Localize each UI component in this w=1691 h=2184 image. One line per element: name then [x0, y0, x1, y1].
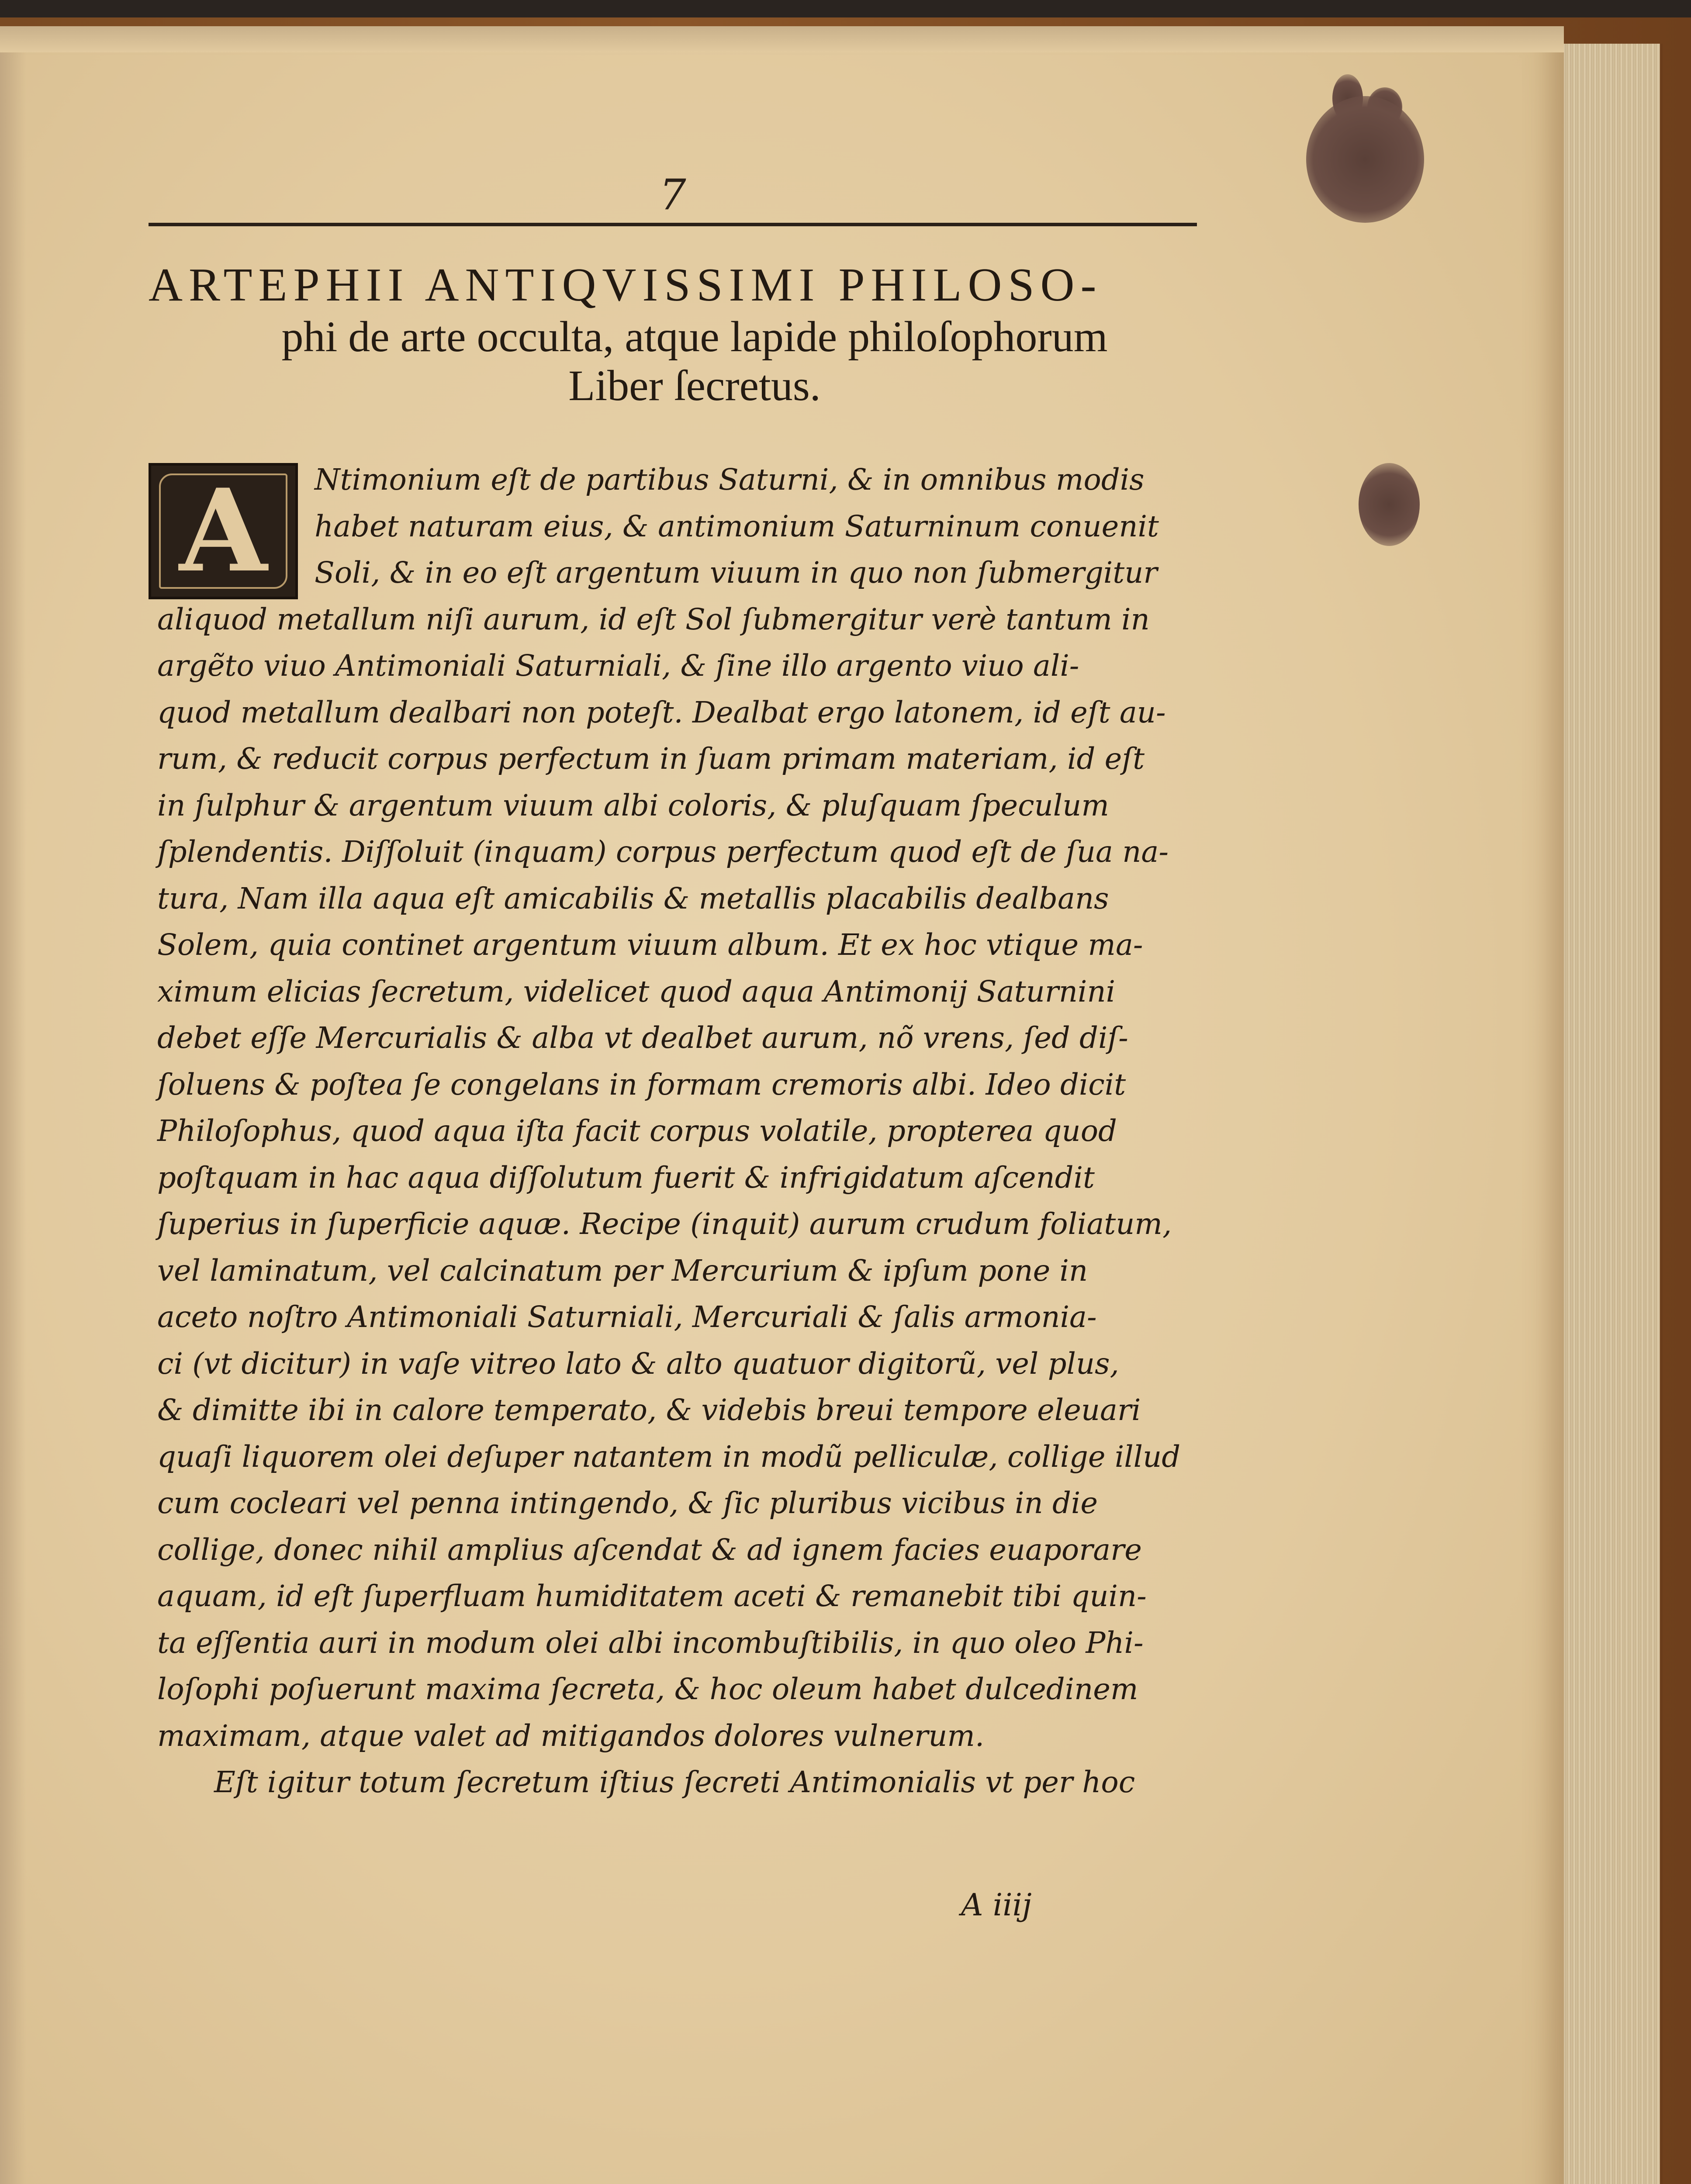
page-top-edge [0, 26, 1564, 52]
ink-stain [1359, 463, 1420, 546]
text-line: ſplendentis. Diſſoluit (inquam) corpus perfectum quod eſt de ſua na- [157, 835, 1169, 869]
text-line: tura, Nam illa aqua eſt amicabilis & metallis placabilis dealbans [157, 881, 1109, 916]
text-line: Solem, quia continet argentum viuum album. Et ex hoc vtique ma- [157, 928, 1143, 962]
text-line: Eſt igitur totum ſecretum iſtius ſecreti Antimonialis vt per hoc [214, 1765, 1135, 1799]
chapter-title [149, 258, 1241, 410]
text-line: ta eſſentia auri in modum olei albi incombuſtibilis, in quo oleo Phi- [157, 1625, 1144, 1660]
text-line: Soli, & in eo eſt argentum viuum in quo non ſubmergitur [315, 556, 1158, 590]
text-line: collige, donec nihil amplius aſcendat & ad ignem facies euaporare [157, 1532, 1142, 1567]
drop-cap-letter: A [179, 464, 267, 598]
text-line: habet naturam eius, & antimonium Saturninum conuenit [315, 509, 1159, 543]
text-line: aliquod metallum niſi aurum, id eſt Sol ſubmergitur verè tantum in [157, 602, 1150, 636]
signature-mark: A iiij [961, 1887, 1032, 1923]
text-line: vel laminatum, vel calcinatum per Mercurium & ipſum pone in [157, 1253, 1088, 1288]
text-line: aquam, id eſt ſuperfluam humiditatem aceti & remanebit tibi quin- [157, 1579, 1147, 1613]
text-line: rum, & reducit corpus perfectum in ſuam primam materiam, id eſt [157, 742, 1145, 776]
text-line: aceto noſtro Antimoniali Saturniali, Mercuriali & ſalis armonia- [157, 1300, 1097, 1334]
body-text [157, 456, 1236, 1806]
title-line-2: phi de arte occulta, atque lapide philoſophorum [281, 312, 1108, 361]
text-line: ſoluens & poſtea ſe congelans in formam cremoris albi. Ideo dicit [157, 1067, 1126, 1102]
text-line: debet eſſe Mercurialis & alba vt dealbet aurum, nõ vrens, ſed diſ- [157, 1021, 1128, 1055]
title-line-1: ARTEPHII ANTIQVISSIMI PHILOSO- [149, 259, 1103, 311]
text-line: poſtquam in hac aqua diſſolutum fuerit & infrigidatum aſcendit [157, 1160, 1095, 1195]
text-line: quod metallum dealbari non poteſt. Dealbat ergo latonem, id eſt au- [157, 695, 1166, 729]
text-line: in ſulphur & argentum viuum albi coloris, & pluſquam ſpeculum [157, 788, 1109, 822]
header-rule [149, 223, 1197, 226]
text-line: cum cocleari vel penna intingendo, & ſic pluribus vicibus in die [157, 1486, 1098, 1520]
page-number: 7 [659, 170, 686, 219]
text-line: Ntimonium eſt de partibus Saturni, & in omnibus modis [315, 463, 1145, 497]
text-line: & dimitte ibi in calore temperato, & videbis breui tempore eleuari [157, 1393, 1141, 1427]
text-line: ſuperius in ſuperficie aquæ. Recipe (inquit) aurum crudum foliatum, [157, 1207, 1172, 1241]
text-line: loſophi poſuerunt maxima ſecreta, & hoc oleum habet dulcedinem [157, 1672, 1138, 1706]
text-line: maximam, atque valet ad mitigandos dolores vulnerum. [157, 1718, 985, 1753]
text-line: ci (vt dicitur) in vaſe vitreo lato & alto quatuor digitorũ, vel plus, [157, 1346, 1119, 1381]
page-edges [1555, 44, 1663, 2184]
title-line-3: Liber ſecretus. [568, 361, 821, 410]
ink-stain [1306, 96, 1424, 223]
text-line: ximum elicias ſecretum, videlicet quod aqua Antimonij Saturnini [157, 974, 1116, 1009]
page-gutter [0, 26, 26, 2184]
text-line: argẽto viuo Antimoniali Saturniali, & ſine illo argento viuo ali- [157, 649, 1079, 683]
text-line: Philoſophus, quod aqua iſta facit corpus volatile, propterea quod [157, 1114, 1117, 1148]
text-line: quaſi liquorem olei deſuper natantem in modũ pelliculæ, collige illud [157, 1439, 1181, 1474]
